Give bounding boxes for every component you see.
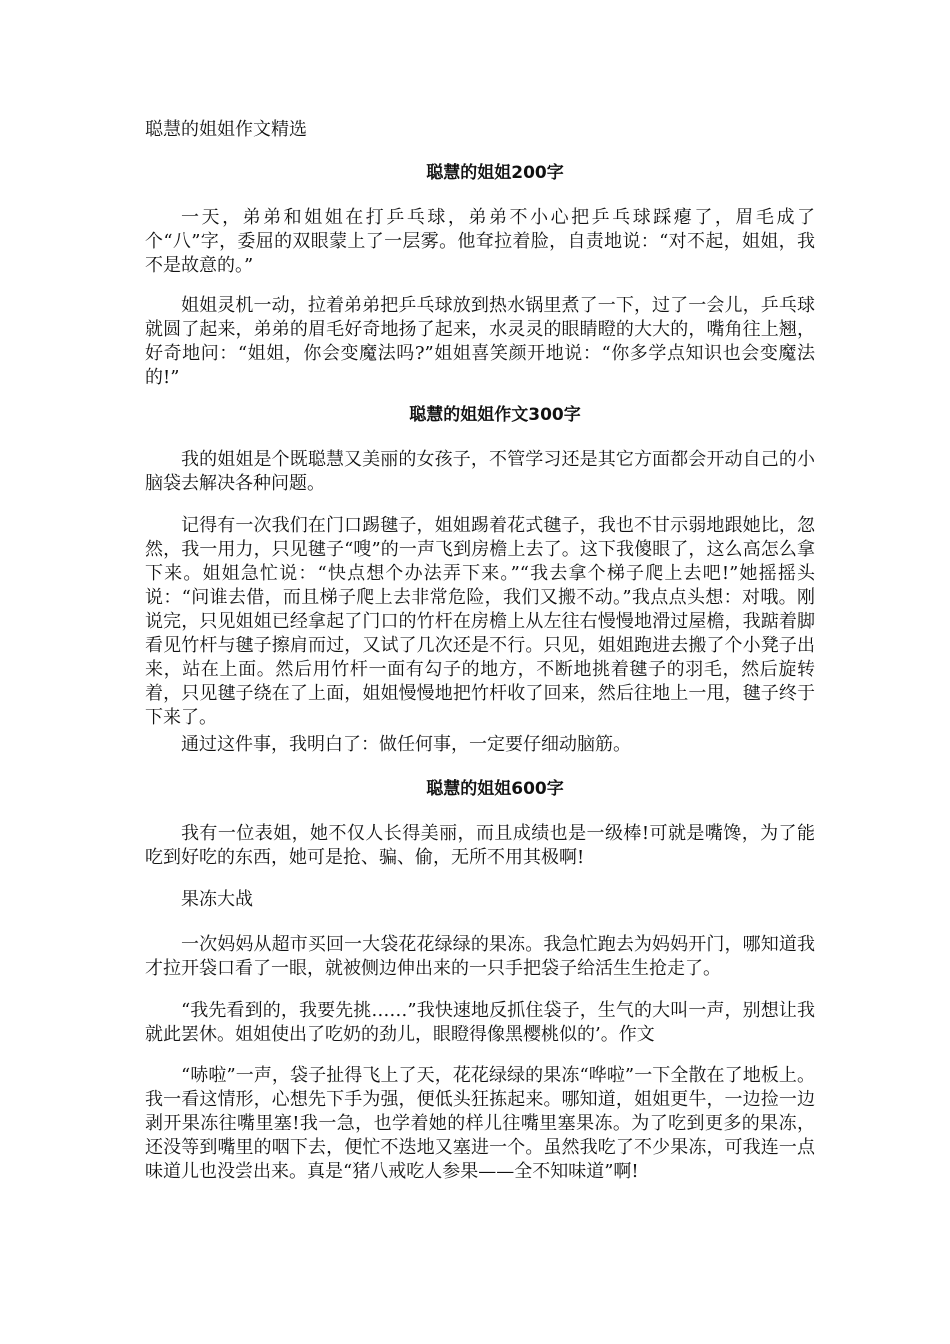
paragraph: 通过这件事，我明白了：做任何事，一定要仔细动脑筋。 [181,734,631,755]
section-heading-600: 聪慧的姐姐600字 [426,779,564,799]
section-heading-200: 聪慧的姐姐200字 [426,163,564,183]
section-heading-300: 聪慧的姐姐作文300字 [409,405,581,425]
paragraph: 一次妈妈从超市买回一大袋花花绿绿的果冻。我急忙跑去为妈妈开门，哪知道我才拉开袋口看了一眼，就被侧边伸出来的一只手把袋子给活生生抢走了。 [145,934,815,979]
paragraph: 记得有一次我们在门口踢毽子，姐姐踢着花式毽子，我也不甘示弱地跟她比，忽然，我一用力，只见毽子“嗖”的一声飞到房檐上去了。这下我傻眼了，这么高怎么拿下来。姐姐急忙说：“快点想个办法弄下来。”“我去拿个梯子爬上去吧!”她摇摇头说：“问谁去借，而且梯子爬上去非常危险，我们又搬不动。”我点点头想：对哦。刚说完，只见姐姐已经拿起了门口的竹杆在房檐上从左往右慢慢地滑过屋檐，我踮着脚看见竹杆与毽子擦肩而过，又试了几次还是不行。只见，姐姐跑进去搬了个小凳子出来，站在上面。然后用竹杆一面有勾子的地方，不断地挑着毽子的羽毛，然后旋转着，只见毽子绕在了上面，姐姐慢慢地把竹杆收了回来，然后往地上一甩，毽子终于下来了。 [145,515,815,728]
document-title: 聪慧的姐姐作文精选 [145,119,307,140]
paragraph: 我的姐姐是个既聪慧又美丽的女孩子，不管学习还是其它方面都会开动自己的小脑袋去解决各种问题。 [145,449,815,494]
paragraph: 姐姐灵机一动，拉着弟弟把乒乓球放到热水锅里煮了一下，过了一会儿，乒乓球就圆了起来，弟弟的眉毛好奇地扬了起来，水灵灵的眼睛瞪的大大的，嘴角往上翘，好奇地问：“姐姐，你会变魔法吗?”姐姐喜笑颜开地说：“你多学点知识也会变魔法的!” [145,295,815,388]
subheading-paragraph: 果冻大战 [181,889,253,910]
paragraph: “我先看到的，我要先挑……”我快速地反抓住袋子，生气的大叫一声，别想让我就此罢休。姐姐使出了吃奶的劲儿，眼瞪得像黑樱桃似的’。作文 [145,1000,815,1045]
paragraph: 我有一位表姐，她不仅人长得美丽，而且成绩也是一级棒!可就是嘴馋，为了能吃到好吃的东西，她可是抢、骗、偷，无所不用其极啊! [145,823,815,868]
paragraph: “哧啦”一声，袋子扯得飞上了天，花花绿绿的果冻“哗啦”一下全散在了地板上。我一看这情形，心想先下手为强，便低头狂拣起来。哪知道，姐姐更牛，一边捡一边剥开果冻往嘴里塞!我一急，也学着她的样儿往嘴里塞果冻。为了吃到更多的果冻，还没等到嘴里的咽下去，便忙不迭地又塞进一个。虽然我吃了不少果冻，可我连一点味道儿也没尝出来。真是“猪八戒吃人参果——全不知味道”啊! [145,1065,815,1182]
paragraph: 一天，弟弟和姐姐在打乒乓球，弟弟不小心把乒乓球踩瘪了，眉毛成了个“八”字，委屈的双眼蒙上了一层雾。他耷拉着脸，自责地说：“对不起，姐姐，我不是故意的。” [145,207,815,276]
